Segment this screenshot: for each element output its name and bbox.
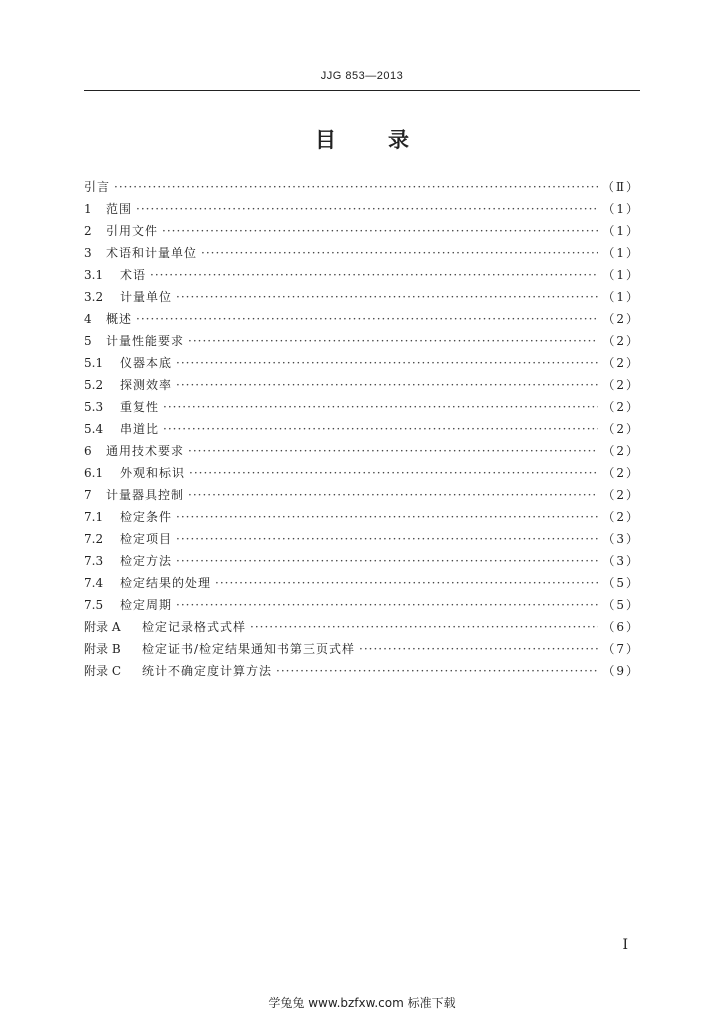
toc-entry-page: （2） — [602, 422, 640, 436]
toc-entry[interactable] — [84, 572, 640, 594]
toc-entry[interactable] — [84, 484, 640, 506]
toc-leader-dots — [215, 572, 598, 594]
toc-entry[interactable] — [84, 286, 640, 308]
toc-leader-dots — [250, 616, 598, 638]
toc-entry-page: （2） — [602, 444, 640, 458]
toc-entry-page: （3） — [602, 532, 640, 546]
toc-entry[interactable] — [84, 418, 640, 440]
toc-entry[interactable] — [84, 374, 640, 396]
toc-leader-dots — [176, 506, 598, 528]
toc-entry-number: 附录 C — [84, 664, 121, 678]
toc-entry-page: （9） — [602, 664, 640, 678]
toc-leader-dots — [163, 396, 598, 418]
toc-entry-title: 术语 — [120, 268, 147, 282]
toc-entry-number: 3 — [84, 246, 92, 260]
toc-entry-page: （2） — [602, 356, 640, 370]
toc-leader-dots — [136, 308, 598, 330]
toc-leader-dots — [150, 264, 598, 286]
toc-entry-page: （3） — [602, 554, 640, 568]
toc-entry-page: （2） — [602, 466, 640, 480]
toc-entry-number: 6 — [84, 444, 92, 458]
toc-entry-title: 检定项目 — [120, 532, 173, 546]
toc-entry-appendix[interactable] — [84, 660, 640, 682]
toc-leader-dots — [359, 638, 598, 660]
toc-entry-title: 串道比 — [120, 422, 160, 436]
toc-entry-title: 外观和标识 — [120, 466, 186, 480]
toc-entry-number: 1 — [84, 202, 92, 216]
toc-leader-dots — [188, 440, 598, 462]
toc-leader-dots — [176, 594, 598, 616]
toc-entry-title: 引用文件 — [106, 224, 159, 238]
toc-entry[interactable] — [84, 462, 640, 484]
toc-entry-title: 通用技术要求 — [106, 444, 185, 458]
toc-entry-page: （2） — [602, 378, 640, 392]
toc-entry-title: 引言 — [84, 180, 111, 194]
toc-entry-title: 仪器本底 — [120, 356, 173, 370]
toc-entry-number: 5.4 — [84, 422, 104, 436]
toc-entry-title: 计量性能要求 — [106, 334, 185, 348]
standard-code-header: JJG 853—2013 — [320, 70, 404, 82]
page-title: 目录 — [315, 127, 461, 152]
toc-entry-number: 3.1 — [84, 268, 104, 282]
toc-entry-number: 7.1 — [84, 510, 104, 524]
toc-entry-number: 7.2 — [84, 532, 104, 546]
toc-entry-number: 7.3 — [84, 554, 104, 568]
toc-entry[interactable] — [84, 594, 640, 616]
toc-entry-title: 概述 — [106, 312, 133, 326]
toc-entry-number: 5.3 — [84, 400, 104, 414]
toc-entry-title: 检定结果的处理 — [120, 576, 212, 590]
toc-leader-dots — [163, 418, 598, 440]
toc-entry-title: 检定方法 — [120, 554, 173, 568]
toc-entry-title: 统计不确定度计算方法 — [142, 664, 273, 678]
toc-entry-number: 5 — [84, 334, 92, 348]
toc-entry-title: 计量单位 — [120, 290, 173, 304]
table-of-contents — [84, 176, 640, 682]
toc-entry[interactable] — [84, 528, 640, 550]
toc-entry-title: 术语和计量单位 — [106, 246, 198, 260]
toc-entry-page: （1） — [602, 290, 640, 304]
toc-entry-page: （5） — [602, 576, 640, 590]
toc-leader-dots — [176, 352, 598, 374]
toc-entry-page: （2） — [602, 334, 640, 348]
toc-entry-appendix[interactable] — [84, 638, 640, 660]
toc-entry[interactable] — [84, 198, 640, 220]
toc-leader-dots — [114, 176, 598, 198]
page-number: I — [622, 937, 628, 953]
toc-entry-page: （1） — [602, 268, 640, 282]
toc-leader-dots — [201, 242, 598, 264]
toc-entry[interactable] — [84, 242, 640, 264]
toc-entry-number: 附录 B — [84, 642, 121, 656]
toc-entry-page: （2） — [602, 510, 640, 524]
toc-entry-title: 范围 — [106, 202, 133, 216]
toc-entry-page: （1） — [602, 202, 640, 216]
toc-entry-title: 检定证书/检定结果通知书第三页式样 — [142, 642, 356, 656]
toc-entry-number: 5.2 — [84, 378, 104, 392]
toc-entry-title: 探测效率 — [120, 378, 173, 392]
toc-leader-dots — [188, 330, 598, 352]
toc-entry[interactable] — [84, 330, 640, 352]
toc-leader-dots — [136, 198, 598, 220]
toc-entry[interactable] — [84, 396, 640, 418]
toc-entry-number: 7.5 — [84, 598, 104, 612]
toc-entry-page: （1） — [602, 246, 640, 260]
toc-entry-number: 7 — [84, 488, 92, 502]
toc-entry[interactable] — [84, 220, 640, 242]
toc-entry-page: （Ⅱ） — [601, 180, 640, 194]
toc-leader-dots — [176, 374, 598, 396]
toc-entry-appendix[interactable] — [84, 616, 640, 638]
toc-entry-number: 7.4 — [84, 576, 104, 590]
toc-entry-page: （2） — [602, 488, 640, 502]
toc-leader-dots — [276, 660, 598, 682]
toc-entry-number: 4 — [84, 312, 92, 326]
toc-leader-dots — [189, 462, 598, 484]
toc-entry-title: 计量器具控制 — [106, 488, 185, 502]
toc-entry-page: （7） — [602, 642, 640, 656]
toc-entry[interactable] — [84, 308, 640, 330]
toc-entry[interactable] — [84, 264, 640, 286]
toc-entry[interactable] — [84, 550, 640, 572]
toc-entry-page: （6） — [602, 620, 640, 634]
toc-entry-number: 6.1 — [84, 466, 104, 480]
toc-entry-number: 2 — [84, 224, 92, 238]
toc-leader-dots — [176, 286, 598, 308]
toc-entry-number: 附录 A — [84, 620, 121, 634]
toc-leader-dots — [188, 484, 598, 506]
toc-leader-dots — [176, 550, 598, 572]
toc-entry-title: 检定周期 — [120, 598, 173, 612]
toc-entry-page: （5） — [602, 598, 640, 612]
footer-watermark: 学兔兔 www.bzfxw.com 标准下载 — [268, 996, 456, 1010]
toc-entry-title: 检定记录格式式样 — [142, 620, 247, 634]
toc-entry-page: （2） — [602, 312, 640, 326]
toc-entry-intro[interactable] — [84, 176, 640, 198]
toc-entry-title: 检定条件 — [120, 510, 173, 524]
toc-entry-page: （2） — [602, 400, 640, 414]
toc-leader-dots — [176, 528, 598, 550]
toc-entry-number: 5.1 — [84, 356, 104, 370]
toc-entry[interactable] — [84, 506, 640, 528]
header-divider — [84, 90, 640, 91]
toc-entry-title: 重复性 — [120, 400, 160, 414]
toc-entry-number: 3.2 — [84, 290, 104, 304]
toc-entry[interactable] — [84, 440, 640, 462]
toc-leader-dots — [162, 220, 598, 242]
toc-entry[interactable] — [84, 352, 640, 374]
toc-entry-page: （1） — [602, 224, 640, 238]
